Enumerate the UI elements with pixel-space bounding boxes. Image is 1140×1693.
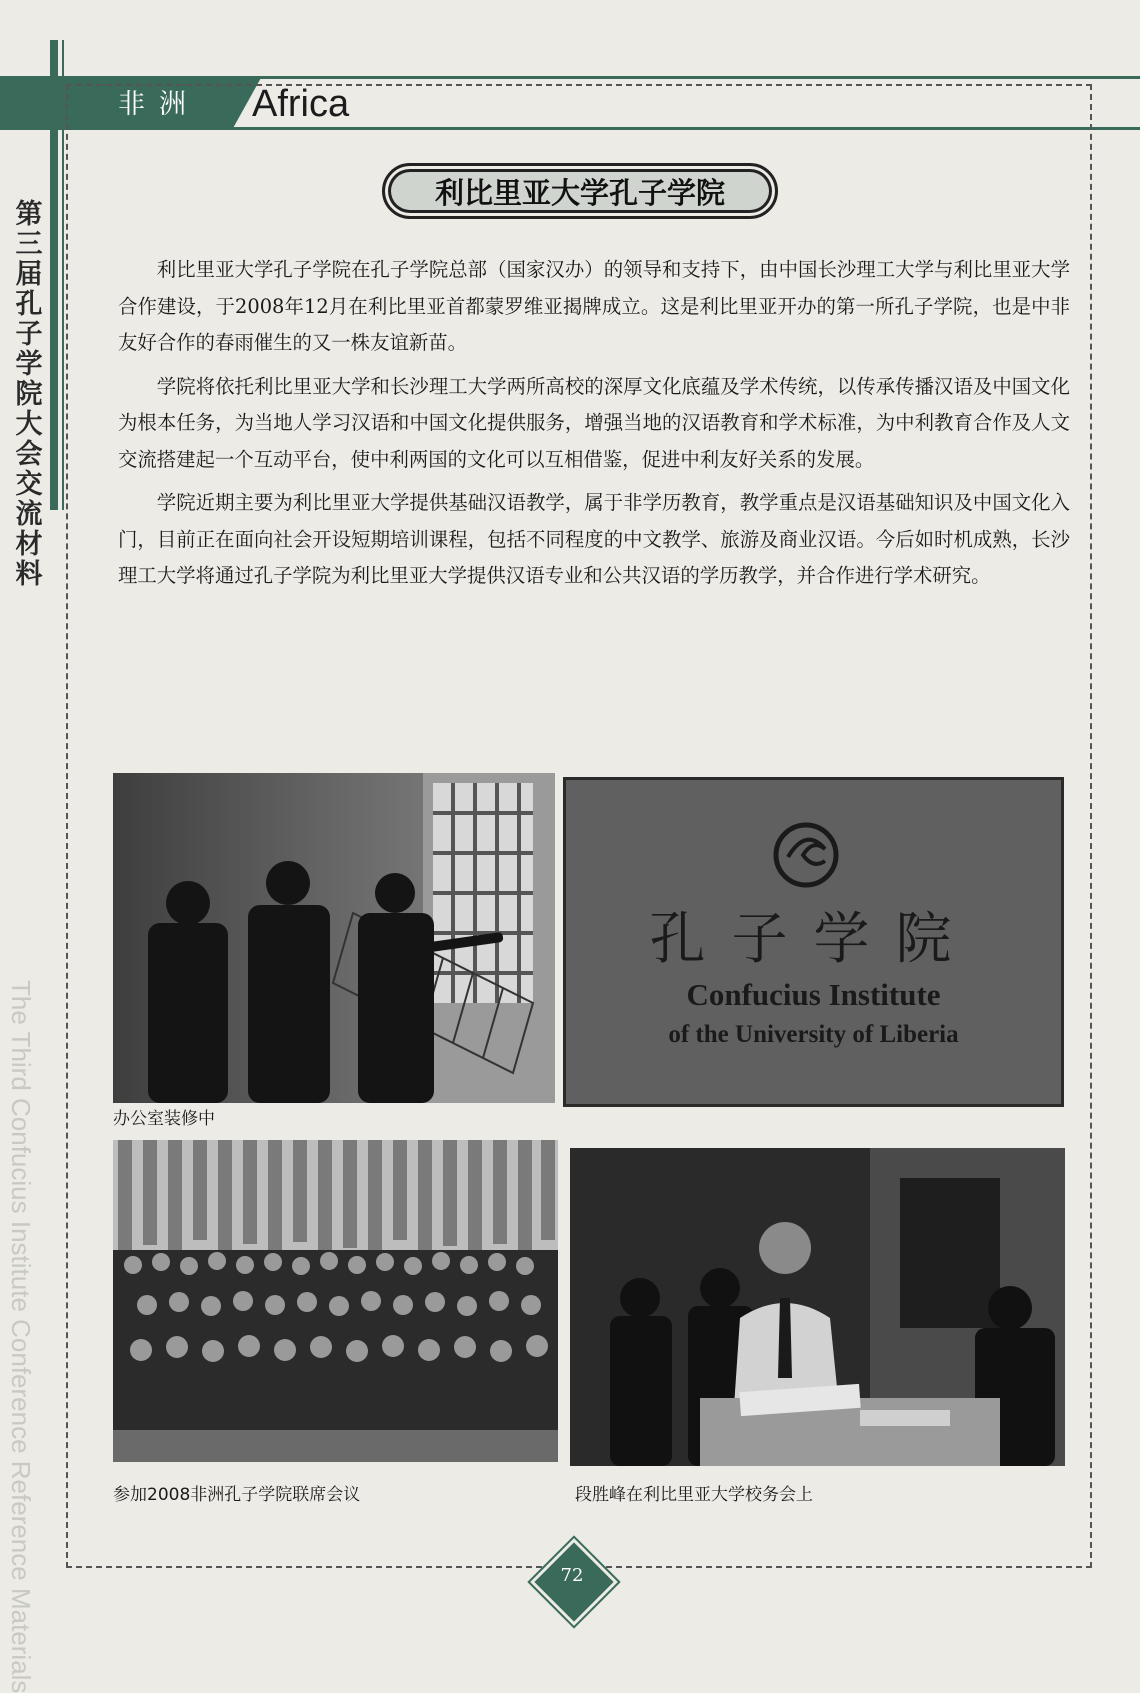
side-vertical-title-en: The Third Confucius Institute Conference Reference Materials bbox=[6, 980, 36, 1693]
side-bar-thin bbox=[62, 40, 64, 510]
sign-text-cn: 孔子学院 bbox=[649, 907, 978, 972]
caption-conference: 参加2008非洲孔子学院联席会议 bbox=[113, 1485, 361, 1505]
photo-council-meeting bbox=[570, 1148, 1065, 1466]
paragraph: 利比里亚大学孔子学院在孔子学院总部（国家汉办）的领导和支持下，由中国长沙理工大学与利比里亚大学合作建设，于2008年12月在利比里亚首都蒙罗维亚揭牌成立。这是利比里亚开办的第一所孔子学院，也是中非友好合作的春雨催生的又一株友谊新苗。 bbox=[118, 258, 1070, 354]
page-number: 72 bbox=[560, 1565, 584, 1586]
sign-text-en-1: Confucius Institute bbox=[686, 977, 941, 1012]
article-body bbox=[118, 252, 1070, 602]
paragraph: 学院近期主要为利比里亚大学提供基础汉语教学，属于非学历教育，教学重点是汉语基础知识及中国文化入门，目前正在面向社会开设短期培训课程，包括不同程度的中文教学、旅游及商业汉语。今后如时机成熟，长沙理工大学将通过孔子学院为利比里亚大学提供汉语专业和公共汉语的学历教学，并合作进行学术研究。 bbox=[118, 491, 1070, 587]
photo-institute-sign bbox=[563, 777, 1064, 1107]
region-label-en: Africa bbox=[252, 83, 350, 125]
photo-conference-group bbox=[113, 1140, 558, 1462]
photo-office-renovation bbox=[113, 773, 555, 1103]
article-title: 利比里亚大学孔子学院 bbox=[382, 163, 778, 219]
side-bar bbox=[50, 40, 58, 510]
paragraph: 学院将依托利比里亚大学和长沙理工大学两所高校的深厚文化底蕴及学术传统，以传承传播汉语及中国文化为根本任务，为当地人学习汉语和中国文化提供服务，增强当地的汉语教育和学术标准，为中利教育合作及人文交流搭建起一个互动平台，使中利两国的文化可以互相借鉴，促进中利友好关系的发展。 bbox=[118, 374, 1070, 471]
caption-office-renovation: 办公室装修中 bbox=[113, 1109, 215, 1129]
caption-council-meeting: 段胜峰在利比里亚大学校务会上 bbox=[575, 1485, 813, 1505]
side-vertical-title-cn: 第三届孔子学院大会交流材料 bbox=[15, 199, 43, 590]
region-label-cn: 非洲 bbox=[118, 89, 200, 120]
sign-text-en-2: of the University of Liberia bbox=[668, 1021, 959, 1048]
